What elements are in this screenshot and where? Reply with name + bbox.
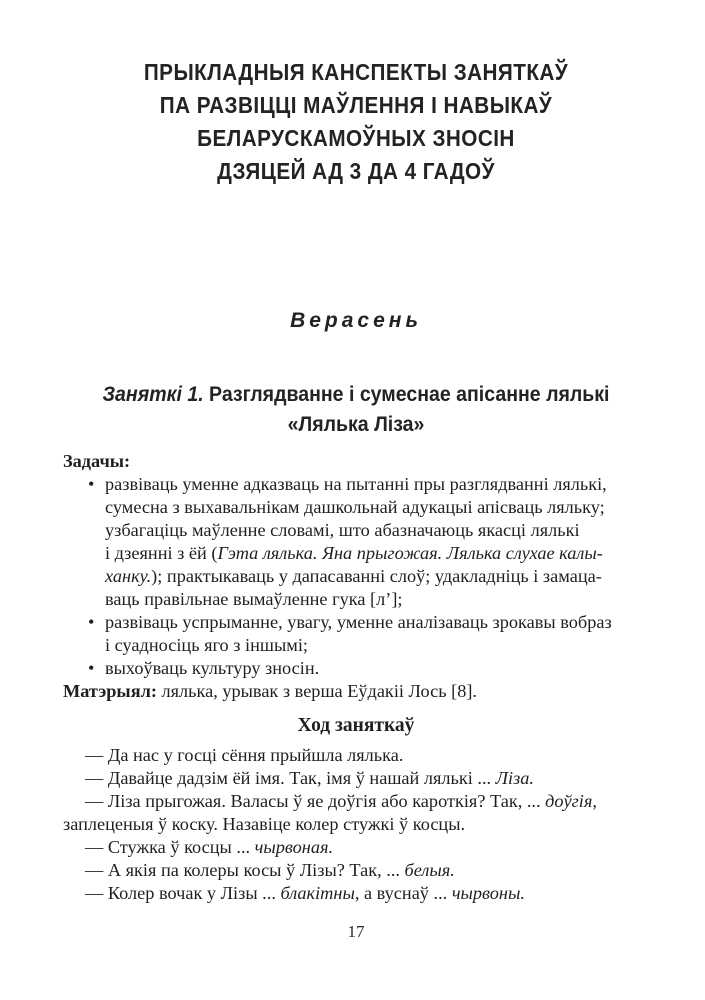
page-number: 17 [347,922,365,941]
tasks-list [63,473,649,680]
dialogue-line: — Колер вочак у Лізы ... блакітны, а вуснаў ... чырвоны. [85,883,525,903]
month-heading: Верасень [290,309,422,332]
bullet-icon: • [88,658,95,678]
dialogue-line: — Стужка ў косцы ... чырвоная. [85,837,334,857]
document-title-line: ДЗЯЦЕЙ АД 3 ДА 4 ГАДОЎ [217,158,495,184]
tasks-label: Задачы: [63,451,131,471]
dialogue-line: — Ліза прыгожая. Валасы ў яе доўгія або кароткія? Так, ... доўгія, заплеценыя ў коску. Назавіце колер стужкі ў косцы. [63,791,597,834]
dialogue-line: — А якія па колеры косы ў Лізы? Так, ... белыя. [85,860,455,880]
task-item-text: развіваць успрыманне, увагу, уменне аналізаваць зрокавы вобраз і суадносіць яго з іншымі; [105,612,612,655]
task-item-text: развіваць уменне адказваць на пытанні пры разглядванні лялькі, сумесна з выхавальнікам дашкольнай адукацыі апісваць ляльку; узбагаціць маўленне словамі, што абазначаюць якасці лялькі і дзеянні з ёй (Гэта лялька. Яна прыгожая. Лялька слухае калы- ханку.); практыкаваць у дапасаванні слоў; удакладніць і замаца- ваць правільнае вымаўленне гука [л’]; [105,474,607,609]
bullet-icon: • [88,474,95,494]
dialogue-line: — Да нас у госці сёння прыйшла лялька. [85,745,404,765]
procedure-heading: Ход заняткаў [297,715,415,736]
dialogue-block [63,744,649,905]
task-item [63,657,649,680]
document-title-line: ПРЫКЛАДНЫЯ КАНСПЕКТЫ ЗАНЯТКАЎ [143,59,569,85]
document-title-line: БЕЛАРУСКАМОЎНЫХ ЗНОСІН [197,125,515,151]
task-item [63,473,649,611]
bullet-icon: • [88,612,95,632]
document-title-line: ПА РАЗВІЦЦІ МАЎЛЕННЯ І НАВЫКАЎ [159,92,553,118]
dialogue-line: — Давайце дадзім ёй імя. Так, імя ў нашай лялькі ... Ліза. [85,768,534,788]
task-item-text: выхоўваць культуру зносін. [105,658,320,678]
task-item [63,611,649,657]
lesson-heading: Заняткі 1. Разглядванне і сумеснае апісанне лялькі «Лялька Ліза» [102,383,610,436]
document-title [92,56,619,188]
material-line: Матэрыял: лялька, урывак з верша Еўдакіі Лось [8]. [63,681,477,701]
